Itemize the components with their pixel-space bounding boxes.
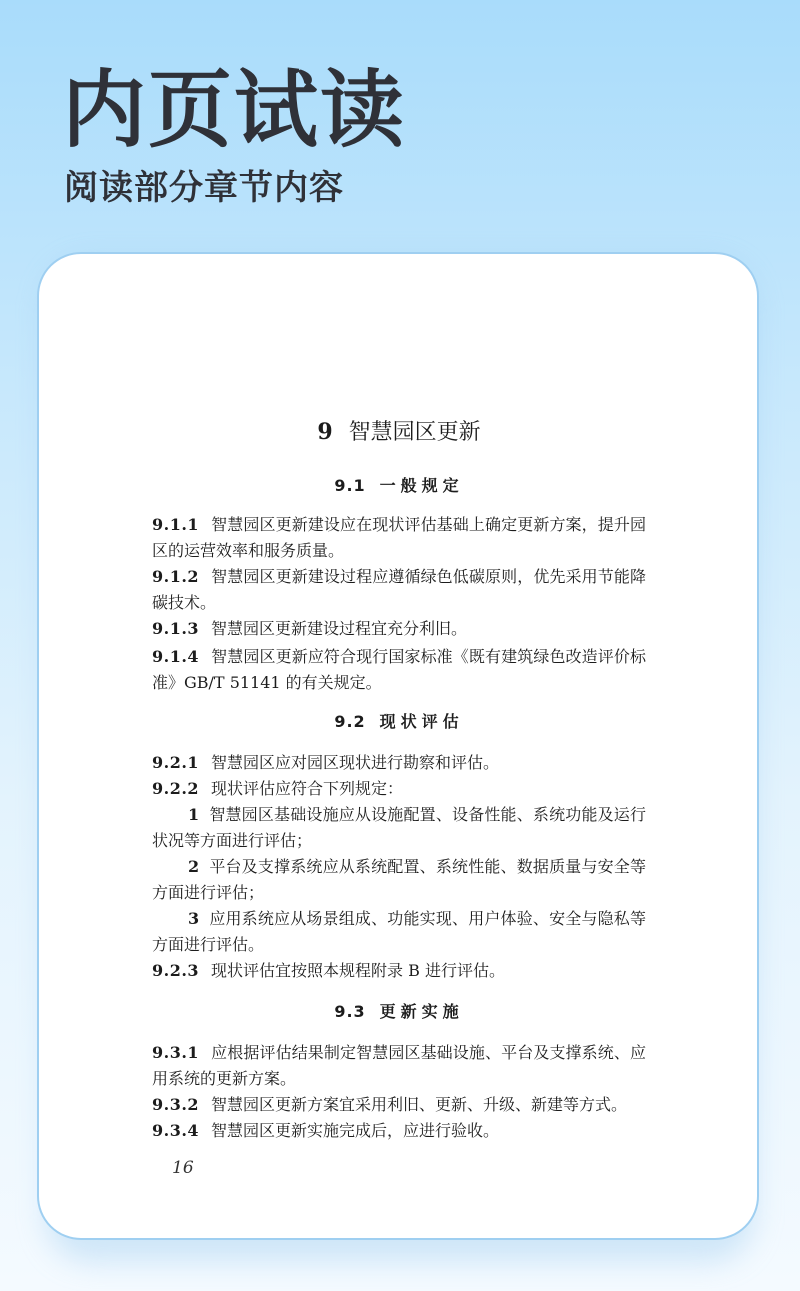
clause-text: 应根据评估结果制定智慧园区基础设施、平台及支撑系统、应用系统的更新方案。 xyxy=(152,1043,646,1088)
clause-number: 9.3.2 xyxy=(152,1095,200,1114)
clause-text: 智慧园区应对园区现状进行勘察和评估。 xyxy=(211,753,500,772)
item-text: 应用系统应从场景组成、功能实现、用户体验、安全与隐私等方面进行评估。 xyxy=(152,909,646,954)
clause-9-1-2 xyxy=(152,564,646,616)
section-number: 9.1 xyxy=(334,476,366,495)
clause-9-3-2 xyxy=(152,1092,646,1118)
chapter-title xyxy=(152,416,646,449)
clause-number: 9.1.4 xyxy=(152,647,200,666)
list-item-3 xyxy=(152,906,646,958)
clause-number: 9.2.3 xyxy=(152,961,200,980)
item-number: 3 xyxy=(188,909,200,928)
clause-number: 9.2.2 xyxy=(152,779,200,798)
clause-9-3-1 xyxy=(152,1040,646,1092)
clause-number: 9.1.1 xyxy=(152,515,200,534)
clause-text: 现状评估应符合下列规定： xyxy=(211,779,404,798)
clause-text: 智慧园区更新实施完成后，应进行验收。 xyxy=(211,1121,500,1140)
chapter-number: 9 xyxy=(317,419,333,445)
clause-number: 9.3.1 xyxy=(152,1043,200,1062)
clause-9-1-1 xyxy=(152,512,646,564)
clause-text: 智慧园区更新建设过程宜充分利旧。 xyxy=(211,619,468,638)
item-number: 2 xyxy=(188,857,200,876)
clause-9-1-4 xyxy=(152,644,646,696)
clause-number: 9.3.4 xyxy=(152,1121,200,1140)
clause-text: 智慧园区更新应符合现行国家标准《既有建筑绿色改造评价标准》GB/T 51141 的有关规定。 xyxy=(152,647,646,692)
header-title: 内页试读 xyxy=(62,61,407,159)
clause-text: 智慧园区更新建设应在现状评估基础上确定更新方案，提升园区的运营效率和服务质量。 xyxy=(152,515,646,560)
list-item-1 xyxy=(152,802,646,854)
section-heading-9-3 xyxy=(152,1000,646,1024)
list-item-2 xyxy=(152,854,646,906)
header-subtitle: 阅读部分章节内容 xyxy=(64,168,344,208)
section-heading-9-1 xyxy=(152,474,646,498)
clause-number: 9.1.2 xyxy=(152,567,200,586)
section-title: 一般规定 xyxy=(379,476,464,495)
clause-text: 智慧园区更新方案宜采用利旧、更新、升级、新建等方式。 xyxy=(211,1095,628,1114)
chapter-name: 智慧园区更新 xyxy=(348,420,481,445)
section-number: 9.2 xyxy=(334,712,366,731)
clause-number: 9.2.1 xyxy=(152,753,200,772)
clause-9-2-3 xyxy=(152,958,646,984)
clause-text: 智慧园区更新建设过程应遵循绿色低碳原则，优先采用节能降碳技术。 xyxy=(152,567,646,612)
section-title: 更新实施 xyxy=(379,1002,464,1021)
clause-9-1-3 xyxy=(152,616,646,642)
clause-9-2-2 xyxy=(152,776,646,802)
item-number: 1 xyxy=(188,805,200,824)
section-heading-9-2 xyxy=(152,710,646,734)
clause-number: 9.1.3 xyxy=(152,619,200,638)
clause-text: 现状评估宜按照本规程附录 B 进行评估。 xyxy=(211,961,505,980)
section-title: 现状评估 xyxy=(379,712,464,731)
item-text: 平台及支撑系统应从系统配置、系统性能、数据质量与安全等方面进行评估； xyxy=(152,857,646,902)
page-number: 16 xyxy=(172,1158,194,1178)
clause-9-3-4 xyxy=(152,1118,646,1144)
item-text: 智慧园区基础设施应从设施配置、设备性能、系统功能及运行状况等方面进行评估； xyxy=(152,805,646,850)
clause-9-2-1 xyxy=(152,750,646,776)
section-number: 9.3 xyxy=(334,1002,366,1021)
